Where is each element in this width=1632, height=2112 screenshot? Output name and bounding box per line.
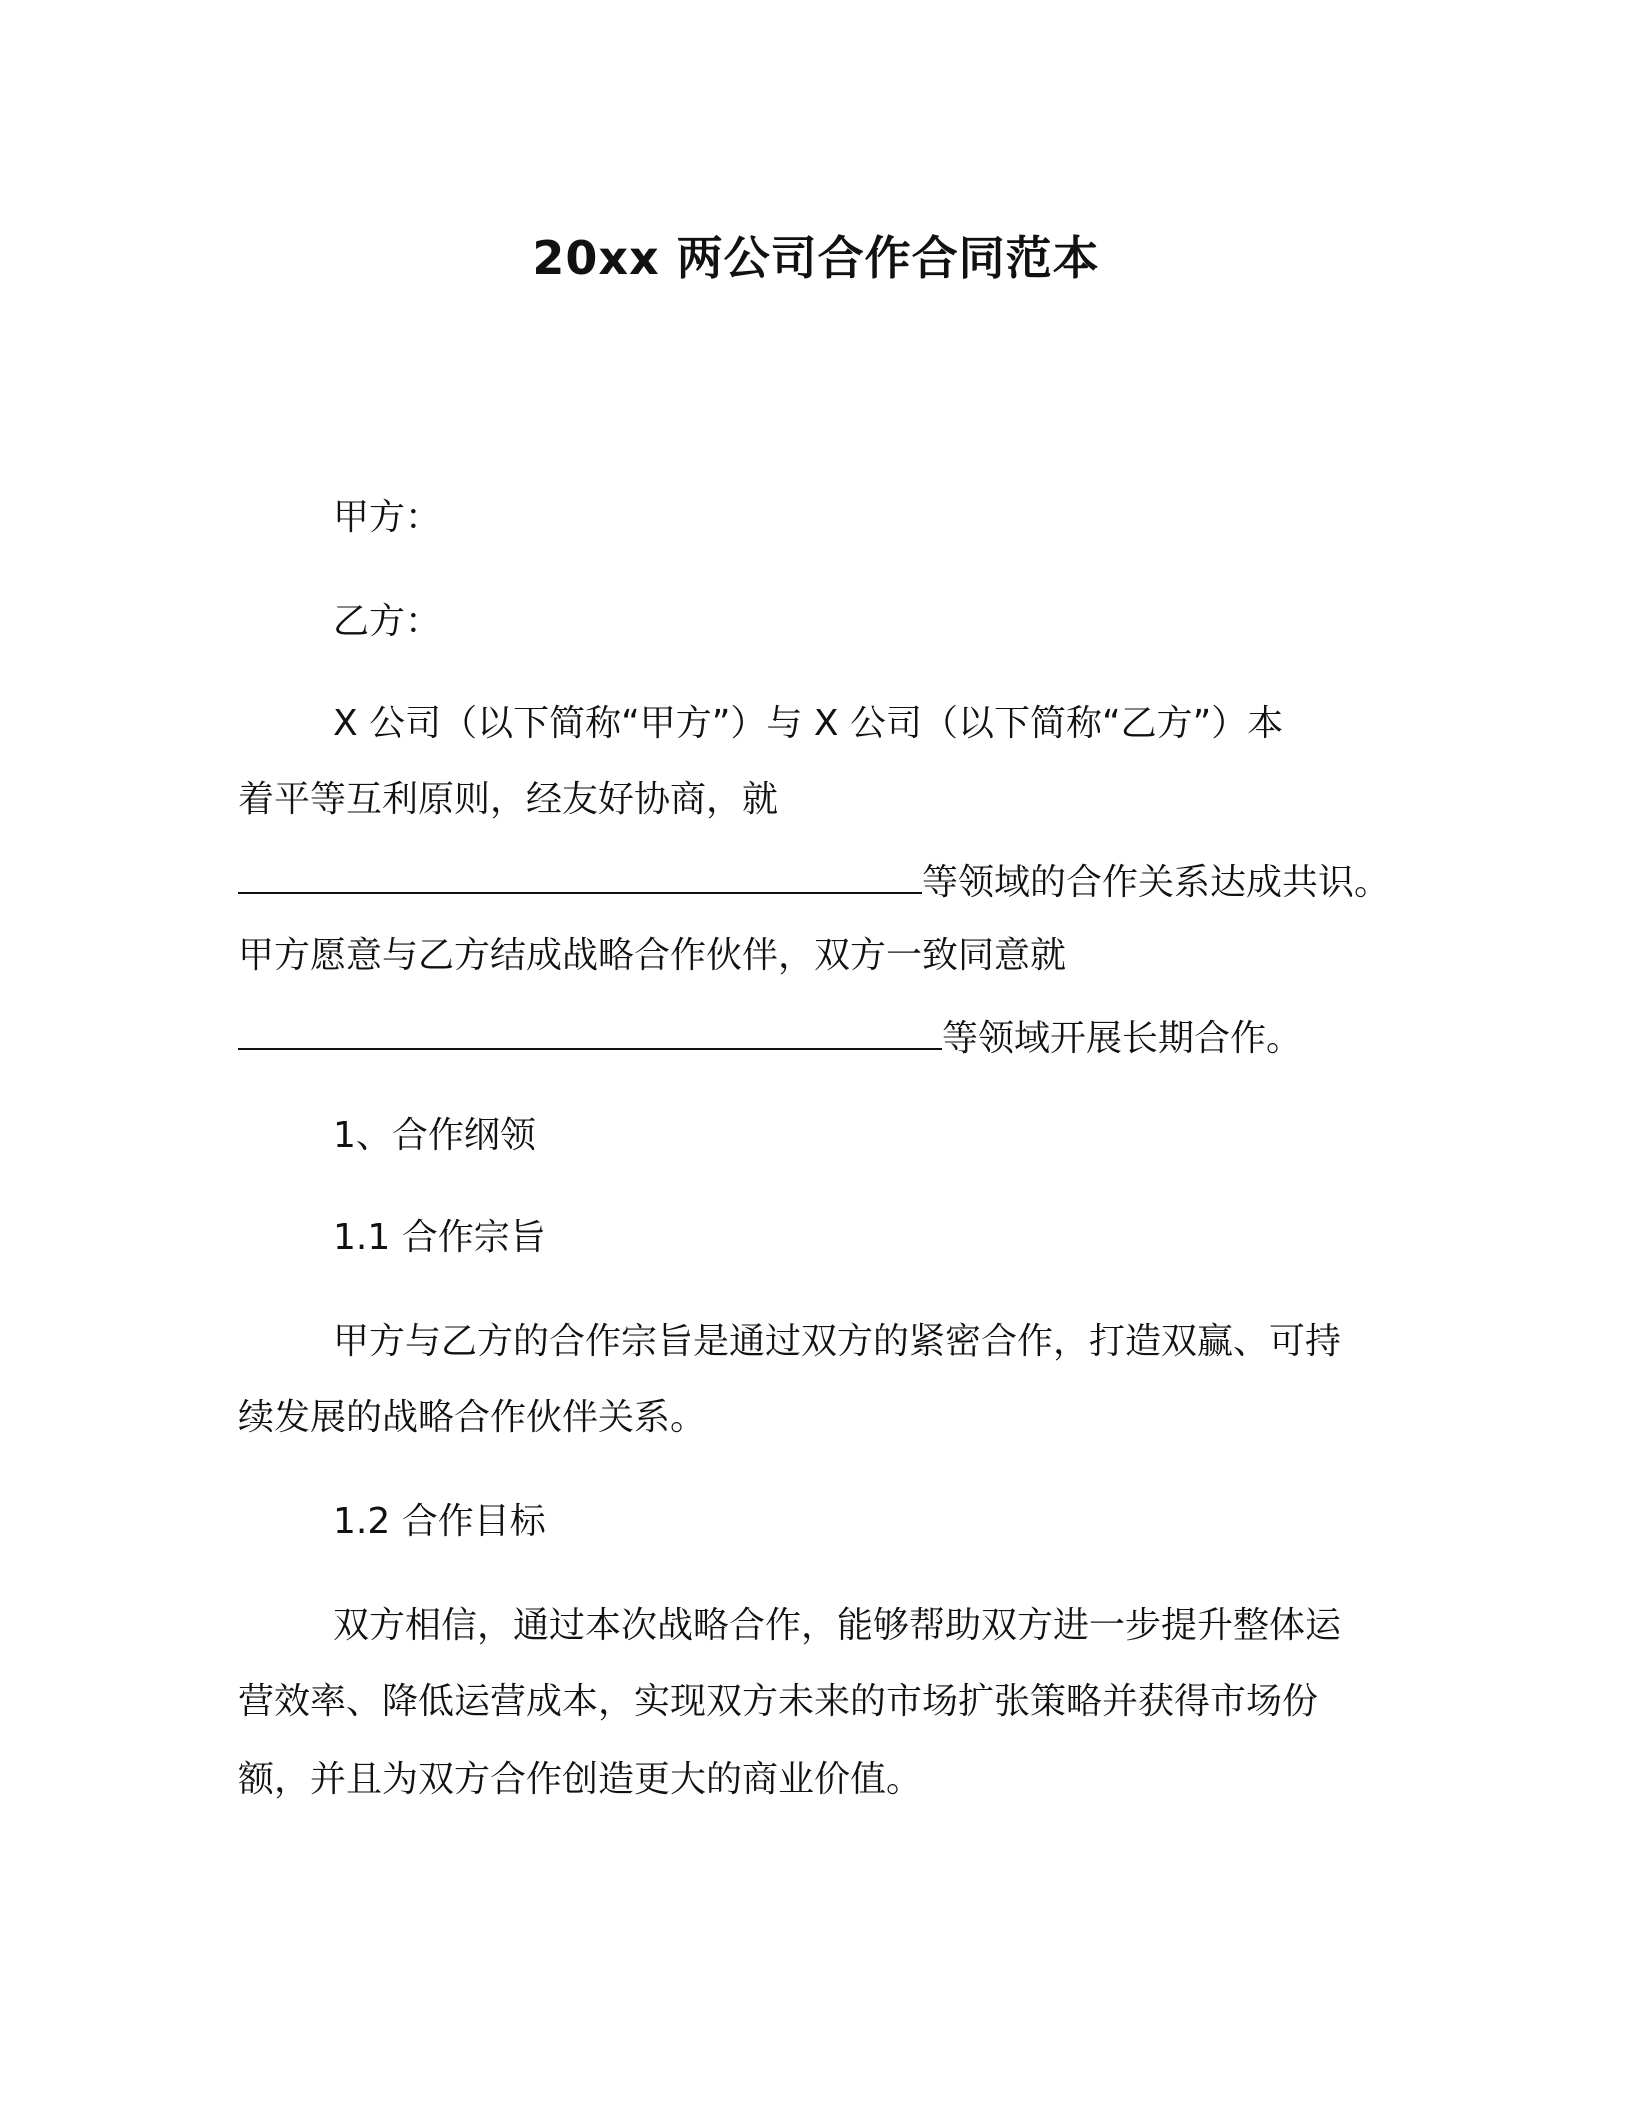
section-1-2-line-1: 双方相信，通过本次战略合作，能够帮助双方进一步提升整体运 — [333, 1605, 1342, 1646]
fill-in-blank-2[interactable] — [238, 1012, 942, 1050]
intro-line-5 — [238, 1012, 1302, 1063]
document-title: 20xx 两公司合作合同范本 — [532, 231, 1100, 285]
intro-line-5-suffix: 等领域开展长期合作。 — [942, 1018, 1303, 1059]
intro-line-3-suffix: 等领域的合作关系达成共识。 — [922, 862, 1391, 903]
party-a-label: 甲方： — [333, 497, 442, 538]
section-1-heading: 1、合作纲领 — [333, 1115, 536, 1156]
section-1-2-heading: 1.2 合作目标 — [333, 1501, 546, 1542]
intro-line-2: 着平等互利原则，经友好协商，就 — [238, 779, 779, 820]
party-b-label: 乙方： — [333, 601, 442, 642]
fill-in-blank-1[interactable] — [238, 856, 922, 894]
section-1-2-line-3: 额，并且为双方合作创造更大的商业价值。 — [238, 1759, 923, 1800]
section-1-1-heading: 1.1 合作宗旨 — [333, 1217, 546, 1258]
section-1-1-line-1: 甲方与乙方的合作宗旨是通过双方的紧密合作，打造双赢、可持 — [333, 1321, 1342, 1362]
intro-line-4: 甲方愿意与乙方结成战略合作伙伴，双方一致同意就 — [238, 935, 1067, 976]
intro-line-1: X 公司（以下简称“甲方”）与 X 公司（以下简称“乙方”）本 — [333, 703, 1284, 744]
intro-line-3 — [238, 856, 1390, 907]
section-1-1-line-2: 续发展的战略合作伙伴关系。 — [238, 1397, 707, 1438]
section-1-2-line-2: 营效率、降低运营成本，实现双方未来的市场扩张策略并获得市场份 — [238, 1681, 1319, 1722]
